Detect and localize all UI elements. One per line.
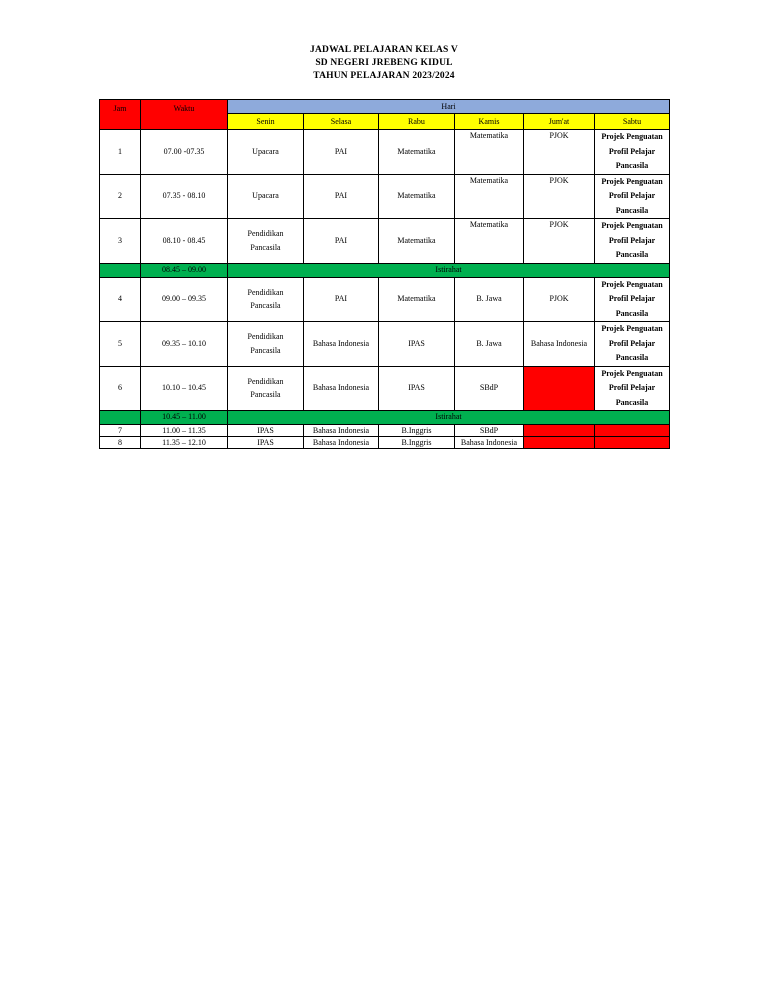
selasa-cell: PAI [304, 130, 379, 175]
day-header-senin: Senin [228, 114, 304, 130]
break-jam-cell [100, 263, 141, 277]
sabtu-cell: Projek Penguatan Profil Pelajar Pancasila [595, 219, 670, 264]
jam-cell: 4 [100, 277, 141, 322]
header-hari: Hari [228, 100, 670, 114]
waktu-cell: 08.10 - 08.45 [141, 219, 228, 264]
waktu-cell: 11.00 – 11.35 [141, 425, 228, 437]
senin-cell: IPAS [228, 437, 304, 449]
sabtu-cell: Projek Penguatan Profil Pelajar Pancasila [595, 277, 670, 322]
kamis-cell: Matematika [455, 174, 524, 219]
jam-cell: 7 [100, 425, 141, 437]
table-row [100, 366, 670, 411]
table-row [100, 130, 670, 175]
day-header-jumat: Jum'at [524, 114, 595, 130]
day-header-selasa: Selasa [304, 114, 379, 130]
break-row [100, 411, 670, 425]
selasa-cell: Bahasa Indonesia [304, 437, 379, 449]
rabu-cell: B.Inggris [379, 425, 455, 437]
jumat-empty-cell [524, 425, 595, 437]
kamis-cell: Matematika [455, 219, 524, 264]
waktu-cell: 07.35 - 08.10 [141, 174, 228, 219]
kamis-cell: B. Jawa [455, 277, 524, 322]
kamis-cell: Bahasa Indonesia [455, 437, 524, 449]
jumat-cell: Bahasa Indonesia [524, 322, 595, 367]
jam-cell: 2 [100, 174, 141, 219]
title-line-1: JADWAL PELAJARAN KELAS V [310, 45, 458, 55]
break-label: Istirahat [228, 263, 670, 277]
title-line-3: TAHUN PELAJARAN 2023/2024 [313, 71, 455, 81]
table-row [100, 219, 670, 264]
jam-cell: 1 [100, 130, 141, 175]
senin-cell: Upacara [228, 174, 304, 219]
rabu-cell: Matematika [379, 130, 455, 175]
rabu-cell: B.Inggris [379, 437, 455, 449]
sabtu-cell: Projek Penguatan Profil Pelajar Pancasila [595, 130, 670, 175]
document-title-block [0, 44, 768, 83]
kamis-cell: SBdP [455, 366, 524, 411]
selasa-cell: Bahasa Indonesia [304, 322, 379, 367]
selasa-cell: Bahasa Indonesia [304, 425, 379, 437]
break-time-cell: 08.45 – 09.00 [141, 263, 228, 277]
kamis-cell: SBdP [455, 425, 524, 437]
selasa-cell: PAI [304, 219, 379, 264]
selasa-cell: Bahasa Indonesia [304, 366, 379, 411]
day-header-rabu: Rabu [379, 114, 455, 130]
rabu-cell: IPAS [379, 366, 455, 411]
rabu-cell: Matematika [379, 277, 455, 322]
jam-cell: 8 [100, 437, 141, 449]
jumat-cell: PJOK [524, 277, 595, 322]
senin-cell: Upacara [228, 130, 304, 175]
break-row [100, 263, 670, 277]
waktu-cell: 09.00 – 09.35 [141, 277, 228, 322]
jam-cell: 5 [100, 322, 141, 367]
rabu-cell: Matematika [379, 174, 455, 219]
day-header-sabtu: Sabtu [595, 114, 670, 130]
kamis-cell: B. Jawa [455, 322, 524, 367]
jumat-cell: PJOK [524, 174, 595, 219]
sabtu-empty-cell [595, 425, 670, 437]
rabu-cell: IPAS [379, 322, 455, 367]
waktu-cell: 11.35 – 12.10 [141, 437, 228, 449]
jam-cell: 3 [100, 219, 141, 264]
sabtu-cell: Projek Penguatan Profil Pelajar Pancasila [595, 322, 670, 367]
jam-cell: 6 [100, 366, 141, 411]
waktu-cell: 09.35 – 10.10 [141, 322, 228, 367]
break-time-cell: 10.45 – 11.00 [141, 411, 228, 425]
jumat-empty-cell [524, 366, 595, 411]
waktu-cell: 10.10 – 10.45 [141, 366, 228, 411]
senin-cell: Pendidikan Pancasila [228, 277, 304, 322]
jumat-empty-cell [524, 437, 595, 449]
table-row [100, 322, 670, 367]
schedule-table [99, 99, 670, 449]
sabtu-empty-cell [595, 437, 670, 449]
waktu-cell: 07.00 -07.35 [141, 130, 228, 175]
break-jam-cell [100, 411, 141, 425]
kamis-cell: Matematika [455, 130, 524, 175]
rabu-cell: Matematika [379, 219, 455, 264]
senin-cell: Pendidikan Pancasila [228, 366, 304, 411]
table-row [100, 174, 670, 219]
senin-cell: Pendidikan Pancasila [228, 322, 304, 367]
sabtu-cell: Projek Penguatan Profil Pelajar Pancasila [595, 366, 670, 411]
break-label: Istirahat [228, 411, 670, 425]
jumat-cell: PJOK [524, 130, 595, 175]
senin-cell: Pendidikan Pancasila [228, 219, 304, 264]
senin-cell: IPAS [228, 425, 304, 437]
sabtu-cell: Projek Penguatan Profil Pelajar Pancasila [595, 174, 670, 219]
header-jam: Jam [100, 100, 141, 130]
table-row [100, 437, 670, 449]
jumat-cell: PJOK [524, 219, 595, 264]
title-line-2: SD NEGERI JREBENG KIDUL [315, 58, 453, 68]
table-row [100, 277, 670, 322]
day-header-kamis: Kamis [455, 114, 524, 130]
selasa-cell: PAI [304, 277, 379, 322]
header-waktu: Waktu [141, 100, 228, 130]
selasa-cell: PAI [304, 174, 379, 219]
table-row [100, 425, 670, 437]
